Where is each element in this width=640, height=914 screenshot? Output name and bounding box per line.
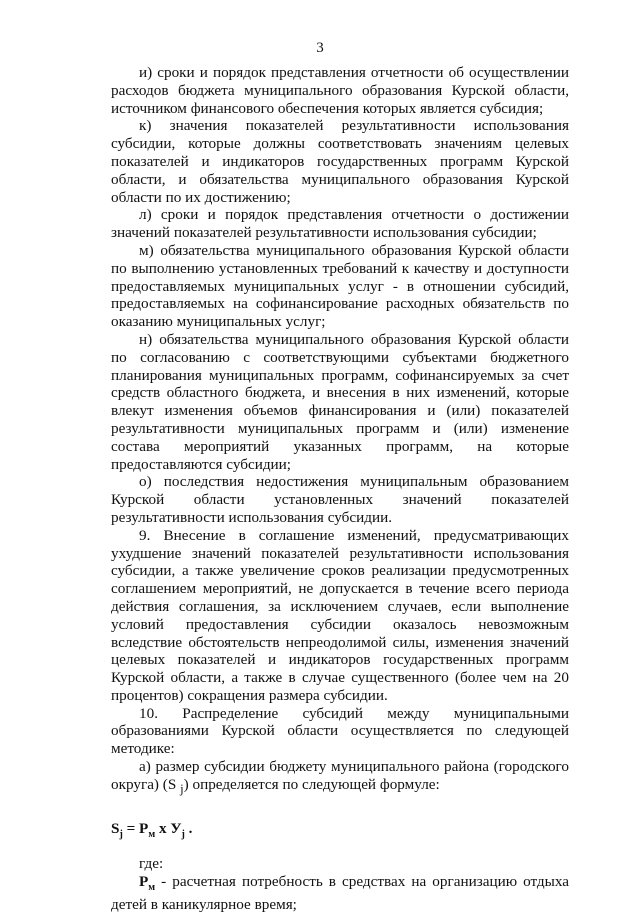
where-label: где: [111,855,569,873]
paragraph-l: л) сроки и порядок представления отчетности о достижении значений показателей результативности использования субсидии; [111,206,569,242]
definition-pm [111,873,569,914]
paragraph-o: о) последствия недостижения муниципальным образованием Курской области установленных значений показателей результативности использования субсидии. [111,473,569,526]
paragraph-a [111,758,569,799]
formula-y-subscript: j [181,829,184,840]
formula-times-y: x У [155,820,181,837]
paragraph-a-subscript: j [180,782,184,796]
formula-s-subscript: j [119,829,122,840]
page-number: 3 [0,40,640,57]
document-body [111,64,569,914]
formula-s: S [111,820,119,837]
formula-equals-p: = P [123,820,149,837]
paragraph-a-tail: ) определяется по следующей формуле: [184,776,440,793]
paragraph-10: 10. Распределение субсидий между муниципальными образованиями Курской области осуществляется по следующей методике: [111,705,569,758]
paragraph-a-text: а) размер субсидии бюджету муниципального района (городского округа) (S [111,758,569,793]
definition-term [139,873,155,890]
definition-term-subscript: м [148,882,155,893]
paragraph-n: н) обязательства муниципального образования Курской области по согласованию с соответствующими субъектами бюджетного планирования муниципальных программ, софинансируемых за счет средств областного бюджета, и внесения в них изменений, которые влекут изменения объемов финансирования и (или) показателей результативности муниципальных программ и (или) изменение состава мероприятий указанных программ, на которые предоставляются субсидии; [111,331,569,473]
definition-term-letter: P [139,873,148,890]
paragraph-k: к) значения показателей результативности использования субсидии, которые должны соответствовать значениям целевых показателей и индикаторов государственных программ Курской области, и обязательства муниципального образования Курской области по их достижению; [111,117,569,206]
formula-p-subscript: м [148,829,155,840]
paragraph-9: 9. Внесение в соглашение изменений, предусматривающих ухудшение значений показателей результативности использования субсидии, а также увеличение сроков реализации предусмотренных соглашением мероприятий, не допускается в течение всего периода действия соглашения, за исключением случаев, если выполнение условий предоставления субсидии оказалось невозможным вследствие обстоятельств непреодолимой силы, изменения значений целевых показателей и индикаторов государственных программ Курской области, а также в случае существенного (более чем на 20 процентов) сокращения размера субсидии. [111,527,569,705]
definition-text: - расчетная потребность в средствах на организацию отдыха детей в каникулярное время; [111,873,569,914]
paragraph-m: м) обязательства муниципального образования Курской области по выполнению установленных требований к качеству и доступности предоставляемых муниципальных услуг - в отношении субсидий, предоставляемых на софинансирование расходных обязательств по оказанию муниципальных услуг; [111,242,569,331]
formula [111,819,569,839]
paragraph-i: и) сроки и порядок представления отчетности об осуществлении расходов бюджета муниципального образования Курской области, источником финансового обеспечения которых является субсидия; [111,64,569,117]
formula-end: . [185,820,193,837]
